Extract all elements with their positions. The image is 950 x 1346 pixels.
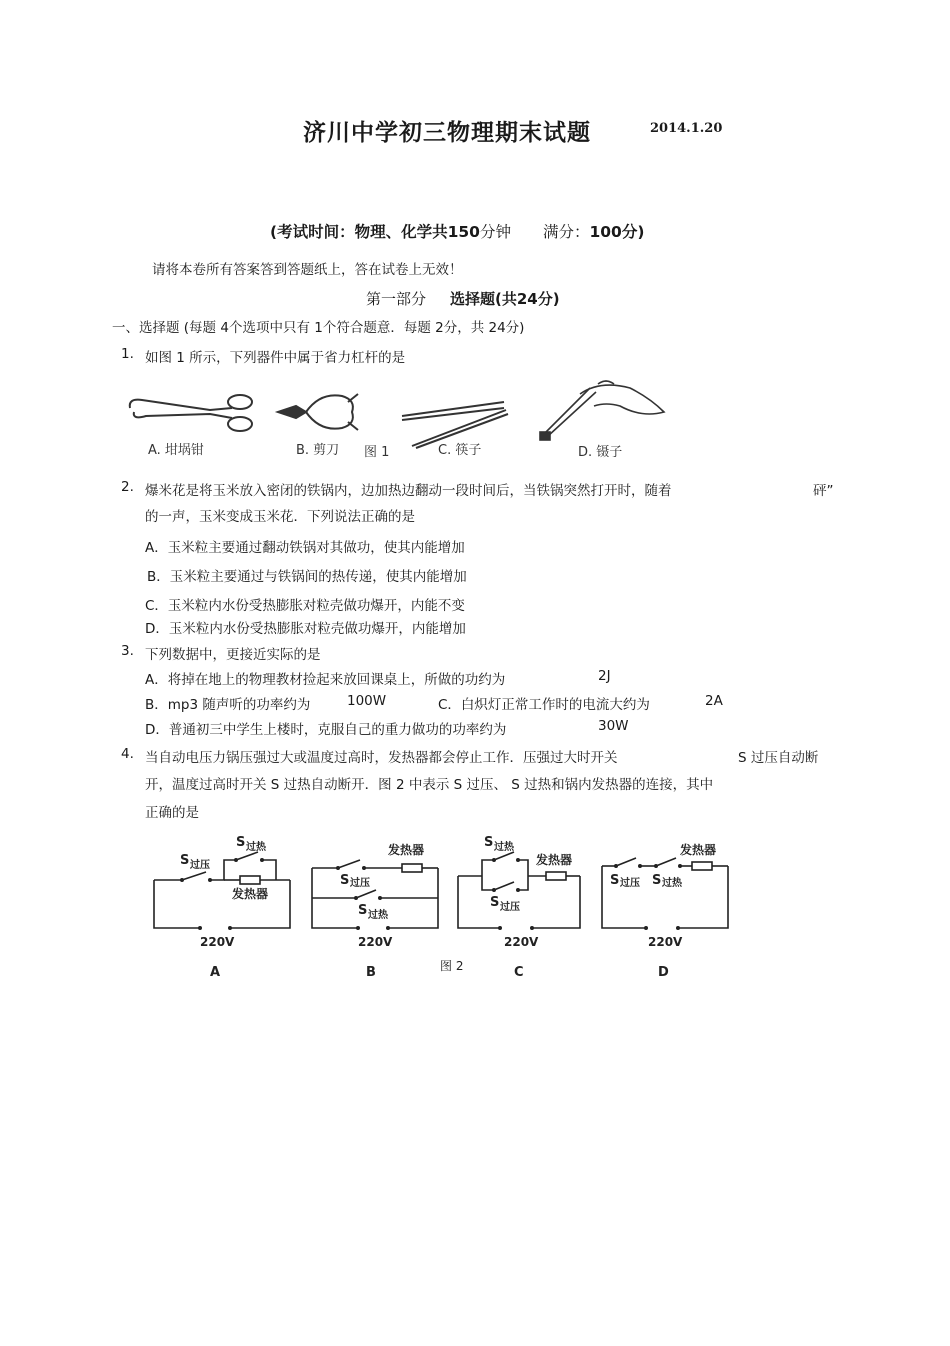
circuit-c-heater: 发热器 xyxy=(536,853,573,867)
exam-time-unit: 分钟 xyxy=(479,223,511,241)
exam-time: 150 xyxy=(447,223,480,241)
part1-score: 24 xyxy=(516,290,538,308)
circuit-c-overpressure: 过压 xyxy=(500,902,520,913)
q2-line2: 的一声，玉米变成玉米花．下列说法正确的是 xyxy=(145,509,415,525)
q2-option-b: B．玉米粒主要通过与铁锅间的热传递，使其内能增加 xyxy=(147,569,467,585)
exam-info-open: (考试时间：物理、化学共 xyxy=(270,223,448,241)
notice: 请将本卷所有答案答到答题纸上，答在试卷上无效！ xyxy=(152,262,463,278)
circuit-b-voltage: 220V xyxy=(358,935,393,949)
fig1-label-b: B. 剪刀 xyxy=(296,443,340,458)
q4-number: 4. xyxy=(121,746,134,762)
fig1-label-c: C. 筷子 xyxy=(438,443,482,458)
tweezers-illustration xyxy=(540,381,664,440)
circuit-c-label: C xyxy=(514,965,524,980)
circuit-a-label: A xyxy=(210,965,221,980)
section1-heading: 一、选择题 (每题 4个选项中只有 1个符合题意．每题 2分，共 24分) xyxy=(112,320,525,336)
q3-option-d-value: 30W xyxy=(598,718,629,734)
fig1-label-a: A. 坩埚钳 xyxy=(148,443,204,458)
circuit-d-heater: 发热器 xyxy=(680,843,717,857)
circuit-c-voltage: 220V xyxy=(504,935,539,949)
circuit-d-label: D xyxy=(658,965,669,980)
q4-line1-tail: S 过压自动断 xyxy=(738,750,819,766)
q2-option-a: A．玉米粒主要通过翻动铁锅对其做功，使其内能增加 xyxy=(145,540,465,556)
circuit-b-s-label: S xyxy=(340,873,350,888)
q3-option-b: B．mp3 随声听的功率约为 xyxy=(145,697,311,713)
q4-line1: 当自动电压力锅压强过大或温度过高时，发热器都会停止工作．压强过大时开关 xyxy=(145,750,618,766)
circuit-c-overheat: 过热 xyxy=(494,842,514,853)
part1-close: 分) xyxy=(537,290,560,308)
circuit-b-heater: 发热器 xyxy=(388,843,425,857)
circuit-b-overpressure: 过压 xyxy=(350,878,370,889)
circuit-a-s2-label: S xyxy=(236,835,246,850)
q3-number: 3. xyxy=(121,643,134,659)
figure-2 xyxy=(140,828,760,988)
q3-option-d: D．普通初三中学生上楼时，克服自己的重力做功的功率约为 xyxy=(145,722,507,738)
circuit-d-voltage: 220V xyxy=(648,935,683,949)
circuit-d-s-label: S xyxy=(610,873,620,888)
chopsticks-illustration xyxy=(402,402,508,448)
circuit-c-s2-label: S xyxy=(490,895,500,910)
circuit-d-s2-label: S xyxy=(652,873,662,888)
circuit-a-s-label: S xyxy=(180,853,190,868)
q3-option-a-value: 2J xyxy=(598,668,611,684)
q2-option-c: C．玉米粒内水份受热膨胀对粒壳做功爆开，内能不变 xyxy=(145,598,465,614)
q1-number: 1. xyxy=(121,346,134,362)
circuit-d xyxy=(602,858,728,928)
scissors-illustration xyxy=(278,394,358,430)
q4-line2: 开，温度过高时开关 S 过热自动断开．图 2 中表示 S 过压、 S 过热和锅内发热器的连接，其中 xyxy=(145,777,714,793)
circuit-d-overheat: 过热 xyxy=(662,878,682,889)
circuit-d-overpressure: 过压 xyxy=(620,878,640,889)
circuit-a xyxy=(154,852,290,928)
q2-line1: 爆米花是将玉米放入密闭的铁锅内，边加热边翻动一段时间后，当铁锅突然打开时，随着 xyxy=(145,483,672,499)
circuit-a-overheat: 过热 xyxy=(246,842,266,853)
q3-text: 下列数据中，更接近实际的是 xyxy=(145,647,321,663)
part1-title: 选择题(共 xyxy=(450,290,517,308)
q2-line1-tail: 砰” xyxy=(813,483,834,499)
circuit-a-heater: 发热器 xyxy=(232,887,269,901)
q3-option-c-value: 2A xyxy=(705,693,723,709)
part1-heading xyxy=(366,288,560,309)
q1-text: 如图 1 所示，下列器件中属于省力杠杆的是 xyxy=(145,350,406,366)
q4-line3: 正确的是 xyxy=(145,805,199,821)
exam-date: 2014.1.20 xyxy=(650,121,723,136)
circuit-a-voltage: 220V xyxy=(200,935,235,949)
circuit-a-overpressure: 过压 xyxy=(190,860,210,871)
figure-2-caption: 图 2 xyxy=(440,959,464,973)
q2-option-d: D．玉米粒内水份受热膨胀对粒壳做功爆开，内能增加 xyxy=(145,621,466,637)
full-score-label: 满分： xyxy=(542,223,590,241)
q3-option-c: C．白炽灯正常工作时的电流大约为 xyxy=(438,697,650,713)
circuit-b-label: B xyxy=(366,965,376,980)
exam-info xyxy=(270,220,644,242)
exam-info-close: 分) xyxy=(621,223,645,241)
fig1-caption: 图 1 xyxy=(364,445,390,460)
exam-title: 济川中学初三物理期末试题 xyxy=(303,119,591,146)
full-score: 100 xyxy=(589,223,622,241)
fig1-label-d: D. 镊子 xyxy=(578,445,623,460)
figure-1 xyxy=(120,372,680,468)
part1-label: 第一部分 xyxy=(366,290,427,308)
crucible-tongs-illustration xyxy=(130,395,252,431)
q3-option-a: A．将掉在地上的物理教材捡起来放回课桌上，所做的功约为 xyxy=(145,672,506,688)
circuit-b-s2-label: S xyxy=(358,903,368,918)
q3-option-b-value: 100W xyxy=(347,693,387,709)
circuit-b-overheat: 过热 xyxy=(368,910,388,921)
q2-number: 2. xyxy=(121,479,134,495)
circuit-c-s-label: S xyxy=(484,835,494,850)
